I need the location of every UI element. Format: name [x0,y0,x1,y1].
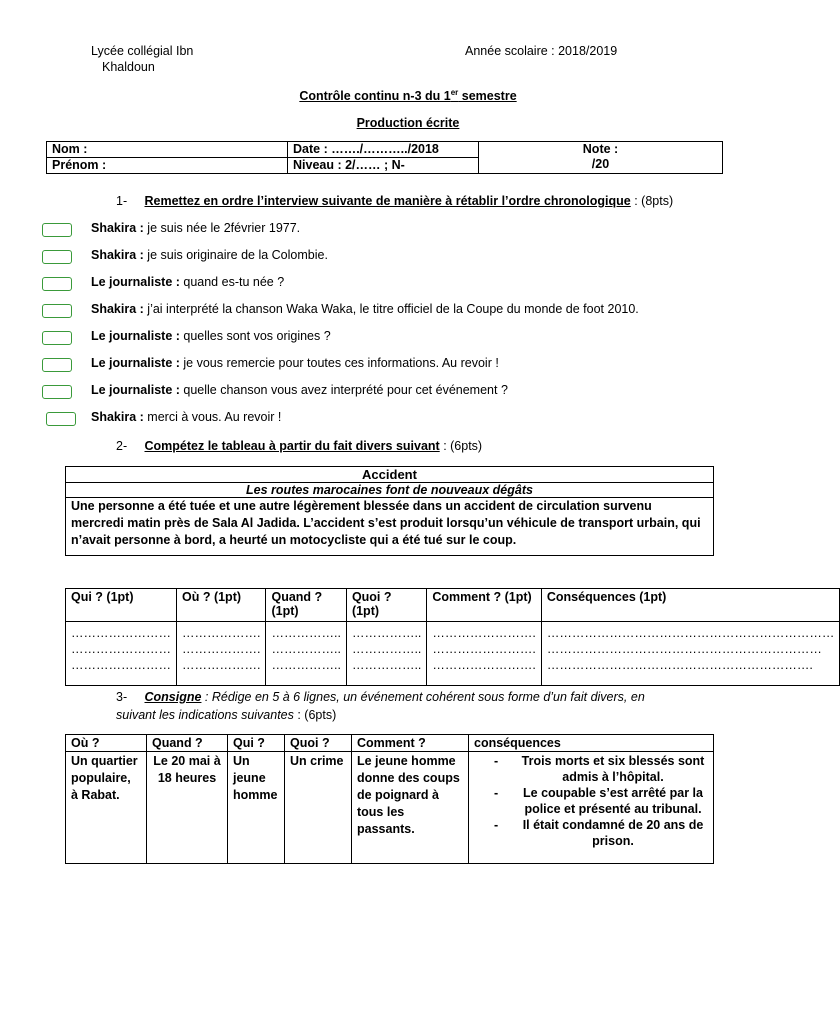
interview-line: Le journaliste : quelles sont vos origines ? [91,329,331,343]
question-3-heading: 3- Consigne : Rédige en 5 à 6 lignes, un événement cohérent sous forme d’un fait divers, en suivant les indications suivantes : (6pts) [116,690,645,722]
question-2-heading: 2- Compétez le tableau à partir du fait divers suivant : (6pts) [116,439,483,453]
order-box[interactable] [42,223,72,237]
level-field[interactable]: Niveau : 2/…… ; N- [288,158,479,174]
answer-cell[interactable]: ………………. ………………. ………………. [177,622,266,686]
page-title: Contrôle continu n-3 du 1er semestre [299,88,517,104]
consequence-item: - Le coupable s’est arrêté par la police et présenté au tribunal. [494,785,708,817]
col-quand: Quand ? (1pt) [266,589,346,622]
order-box[interactable] [42,385,72,399]
order-box[interactable] [42,277,72,291]
school-year: Année scolaire : 2018/2019 [465,44,618,58]
date-field[interactable]: Date : ……./………../2018 [288,142,479,158]
col-quoi: Quoi ? (1pt) [346,589,426,622]
article-box [65,466,714,556]
consequence-item: - Il était condamné de 20 ans de prison. [494,817,708,849]
order-box[interactable] [42,304,72,318]
interview-line: Le journaliste : quand es-tu née ? [91,275,285,289]
order-box[interactable] [42,358,72,372]
interview-line: Shakira : j’ai interprété la chanson Waka Waka, le titre officiel de la Coupe du monde de foot 2010. [91,302,639,316]
col-quoi: Quoi ? [285,735,352,752]
note-field[interactable]: Note : /20 [479,142,723,174]
article-headline: Les routes marocaines font de nouveaux dégâts [66,483,714,498]
col-qui: Qui ? [228,735,285,752]
answer-cell[interactable]: …………………… …………………… …………………… [66,622,177,686]
interview-line: Shakira : je suis originaire de la Colombie. [91,248,328,262]
interview-line: Le journaliste : quelle chanson vous avez interprété pour cet événement ? [91,383,508,397]
col-comment: Comment ? [352,735,469,752]
value-ou: Un quartier populaire, à Rabat. [66,752,147,864]
value-comment: Le jeune homme donne des coups de poignard à tous les passants. [352,752,469,864]
interview-line: Shakira : je suis née le 2février 1977. [91,221,301,235]
value-consequences [469,752,714,864]
firstname-field[interactable]: Prénom : [47,158,288,174]
question-1-heading: 1- Remettez en ordre l’interview suivante de manière à rétablir l’ordre chronologique : (8pts) [116,194,674,208]
answer-cell[interactable]: …………….. …………….. …………….. [346,622,426,686]
col-consequences: Conséquences (1pt) [541,589,840,622]
name-field[interactable]: Nom : [47,142,288,158]
student-info-table [46,141,723,174]
interview-line: Le journaliste : je vous remercie pour toutes ces informations. Au revoir ! [91,356,499,370]
col-qui: Qui ? (1pt) [66,589,177,622]
guide-table [65,734,714,864]
col-quand: Quand ? [147,735,228,752]
col-ou: Où ? [66,735,147,752]
order-box[interactable] [46,412,76,426]
value-qui: Un jeune homme [228,752,285,864]
answer-cell[interactable]: …………….. …………….. …………….. [266,622,346,686]
value-quand: Le 20 mai à 18 heures [147,752,228,864]
col-ou: Où ? (1pt) [177,589,266,622]
col-consequences: conséquences [469,735,714,752]
interview-line: Shakira : merci à vous. Au revoir ! [91,410,282,424]
col-comment: Comment ? (1pt) [427,589,541,622]
page-subtitle: Production écrite [356,116,460,130]
value-quoi: Un crime [285,752,352,864]
order-box[interactable] [42,331,72,345]
school-name: Lycée collégial Ibn Khaldoun [91,44,194,74]
fact-table [65,588,840,686]
consequence-item: - Trois morts et six blessés sont admis à l’hôpital. [494,753,708,785]
article-title: Accident [66,467,714,483]
answer-cell[interactable]: ……………………. ……………………. ……………………. [427,622,541,686]
article-text: Une personne a été tuée et une autre légèrement blessée dans un accident de circulation survenu mercredi matin près de Sala Al Jadida. L’accident s’est produit lorsqu’un véhicule de transport urbain, qui n’avait personne à bord, a heurté un motocycliste qui a été tué sur le coup. [66,498,714,556]
order-box[interactable] [42,250,72,264]
answer-cell[interactable]: …………………………………………………………… ………………………………………………………… ………………………………………………………. [541,622,840,686]
